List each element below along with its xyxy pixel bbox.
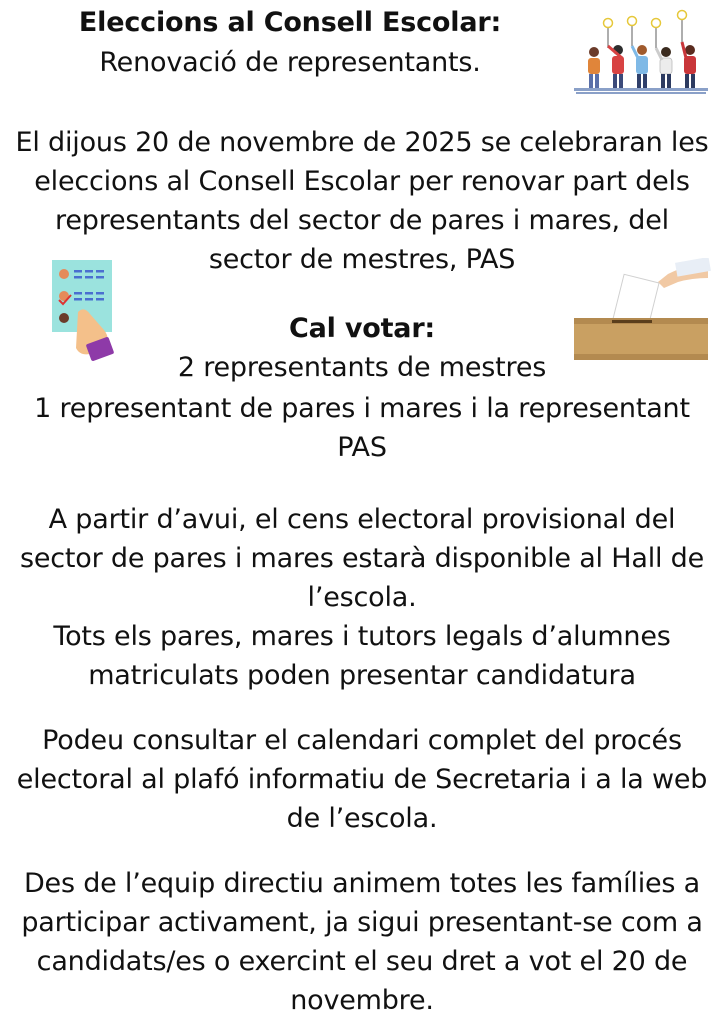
- calendar-line-1: Podeu consultar el calendari complet del procés: [42, 725, 682, 756]
- census-line-5: matriculats poden presentar candidatura: [88, 660, 636, 691]
- closing-line-3: candidats/es o exercint el seu dret a vot el 20 de: [36, 946, 688, 977]
- ballot-box-icon: [572, 258, 712, 364]
- vote-line-1: 2 representants de mestres: [177, 352, 547, 383]
- calendar-line-3: de l’escola.: [286, 803, 438, 834]
- census-line-1: A partir d’avui, el cens electoral provisional del: [48, 504, 676, 535]
- vote-line-2: 1 representant de pares i mares i la representant: [34, 393, 690, 424]
- ballot-list-icon: [48, 258, 134, 364]
- voters-raising-hands-icon: [572, 6, 710, 98]
- intro-line-4: sector de mestres, PAS: [208, 244, 516, 275]
- closing-line-4: novembre.: [290, 985, 434, 1016]
- intro-line-1: El dijous 20 de novembre de 2025 se celebraran les: [15, 127, 709, 158]
- page-title: Eleccions al Consell Escolar:: [78, 7, 502, 38]
- vote-heading: Cal votar:: [288, 313, 436, 344]
- census-line-4: Tots els pares, mares i tutors legals d’alumnes: [53, 621, 671, 652]
- intro-line-3: representants del sector de pares i mares, del: [55, 205, 669, 236]
- census-line-2: sector de pares i mares estarà disponible al Hall de: [19, 543, 705, 574]
- closing-line-1: Des de l’equip directiu animem totes les famílies a: [23, 868, 701, 899]
- page-subtitle: Renovació de representants.: [99, 47, 481, 78]
- census-line-3: l’escola.: [307, 582, 417, 613]
- closing-line-2: participar activament, ja sigui presentant-se com a: [21, 907, 703, 938]
- calendar-line-2: electoral al plafó informatiu de Secretaria i a la web: [16, 764, 708, 795]
- vote-line-3: PAS: [337, 432, 387, 463]
- intro-line-2: eleccions al Consell Escolar per renovar part dels: [34, 166, 690, 197]
